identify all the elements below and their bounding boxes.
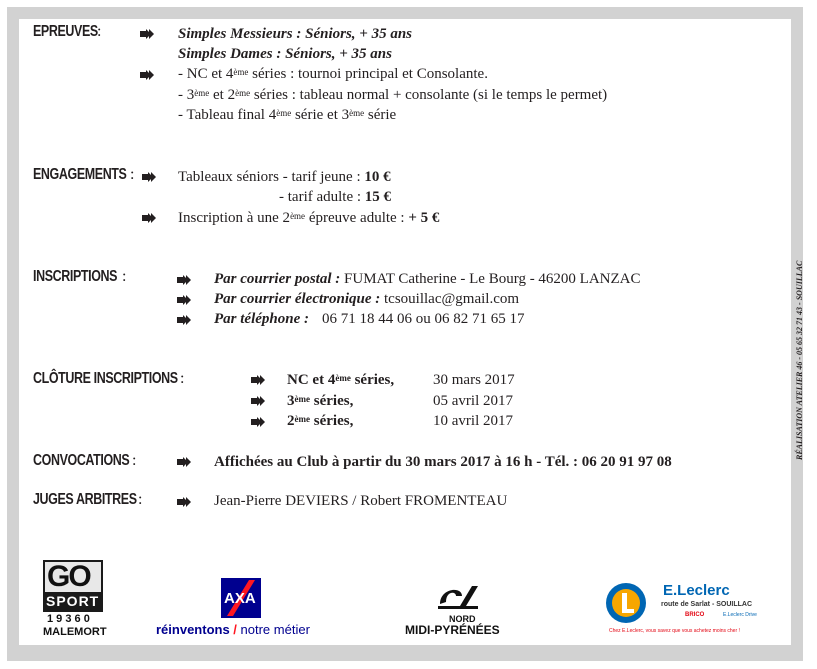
gosport-go: GO bbox=[47, 560, 90, 593]
arrow-bullet-icon bbox=[140, 70, 154, 80]
gosport-logo bbox=[43, 560, 107, 638]
arrow-bullet-icon bbox=[177, 295, 191, 305]
epreuves-line2: Simples Dames : Séniors, + 35 ans bbox=[178, 46, 392, 62]
cloture-row-label: 3ème séries, bbox=[287, 393, 354, 409]
juges-colon: : bbox=[138, 491, 143, 508]
arrow-bullet-icon bbox=[177, 275, 191, 285]
arrow-bullet-icon bbox=[177, 315, 191, 325]
convocations-colon: : bbox=[132, 452, 137, 469]
engagements-label: ENGAGEMENTS bbox=[33, 166, 127, 183]
epreuves-colon: : bbox=[97, 23, 102, 40]
inscriptions-line1: Par courrier postal : FUMAT Catherine - Le Bourg - 46200 LANZAC bbox=[214, 271, 641, 287]
ca-line2: MIDI-PYRÉNÉES bbox=[405, 623, 500, 637]
leclerc-brico: BRICO bbox=[685, 612, 705, 618]
inscriptions-colon: : bbox=[122, 268, 127, 285]
cloture-row-label: NC et 4ème séries, bbox=[287, 372, 395, 388]
cloture-row-date: 30 mars 2017 bbox=[433, 372, 515, 388]
leclerc-sub: route de Sarlat - SOUILLAC bbox=[661, 601, 753, 608]
epreuves-line3: - NC et 4ème séries : tournoi principal et Consolante. bbox=[178, 66, 488, 82]
inscriptions-line3-label: Par téléphone : bbox=[214, 311, 309, 327]
gosport-year: 1 9 3 6 0 bbox=[47, 613, 90, 625]
epreuves-label: EPREUVES bbox=[33, 23, 98, 40]
credit-agricole-logo bbox=[405, 582, 515, 640]
content-area bbox=[19, 19, 791, 645]
arrow-bullet-icon bbox=[251, 417, 265, 427]
cloture-colon: : bbox=[180, 370, 185, 387]
cloture-row-date: 10 avril 2017 bbox=[433, 413, 513, 429]
leclerc-emblem-icon bbox=[605, 582, 647, 624]
arrow-bullet-icon bbox=[251, 396, 265, 406]
leclerc-slogan: Chez E.Leclerc, vous savez que vous achetez moins cher ! bbox=[609, 628, 740, 634]
engagements-line2: - tarif adulte : 15 € bbox=[279, 189, 392, 205]
engagements-line3: Inscription à une 2ème épreuve adulte : + 5 € bbox=[178, 210, 440, 226]
arrow-bullet-icon bbox=[177, 497, 191, 507]
cloture-row-label: 2ème séries, bbox=[287, 413, 354, 429]
engagements-line1: Tableaux séniors - tarif jeune : 10 € bbox=[178, 169, 391, 185]
arrow-bullet-icon bbox=[142, 213, 156, 223]
inscriptions-line2: Par courrier électronique : tcsouillac@gmail.com bbox=[214, 291, 520, 307]
inscriptions-label: INSCRIPTIONS bbox=[33, 268, 118, 285]
ca-line1: NORD bbox=[449, 614, 476, 624]
leclerc-logo bbox=[605, 580, 763, 640]
engagements-colon: : bbox=[130, 166, 135, 183]
arrow-bullet-icon bbox=[142, 172, 156, 182]
epreuves-line4: - 3ème et 2ème séries : tableau normal + consolante (si le temps le permet) bbox=[178, 87, 608, 103]
gosport-sport: SPORT bbox=[46, 593, 100, 609]
inscriptions-phone: 06 71 18 44 06 ou 06 82 71 65 17 bbox=[322, 311, 525, 327]
juges-label: JUGES ARBITRES bbox=[33, 491, 137, 508]
axa-logo bbox=[156, 578, 331, 640]
gosport-city: MALEMORT bbox=[43, 626, 107, 638]
arrow-bullet-icon bbox=[140, 29, 154, 39]
convocations-text: Affichées au Club à partir du 30 mars 2017 à 16 h - Tél. : 06 20 91 97 08 bbox=[214, 454, 672, 470]
cloture-label: CLÔTURE INSCRIPTIONS bbox=[33, 370, 178, 387]
leclerc-drive: E.Leclerc Drive bbox=[723, 612, 757, 618]
side-credit: RÉALISATION ATELIER 46 - 05 65 32 71 43 - SOUILLAC bbox=[795, 260, 804, 460]
arrow-bullet-icon bbox=[177, 457, 191, 467]
epreuves-line1: Simples Messieurs : Séniors, + 35 ans bbox=[178, 26, 413, 42]
axa-wordmark: AXA bbox=[224, 590, 256, 607]
cloture-row-date: 05 avril 2017 bbox=[433, 393, 513, 409]
epreuves-line5: - Tableau final 4ème série et 3ème série bbox=[178, 107, 397, 123]
leclerc-name: E.Leclerc bbox=[663, 582, 730, 599]
convocations-label: CONVOCATIONS bbox=[33, 452, 130, 469]
ca-emblem-icon bbox=[432, 582, 482, 612]
axa-tagline: réinventons / notre métier bbox=[156, 622, 310, 637]
arrow-bullet-icon bbox=[251, 375, 265, 385]
juges-text: Jean-Pierre DEVIERS / Robert FROMENTEAU bbox=[214, 493, 508, 509]
